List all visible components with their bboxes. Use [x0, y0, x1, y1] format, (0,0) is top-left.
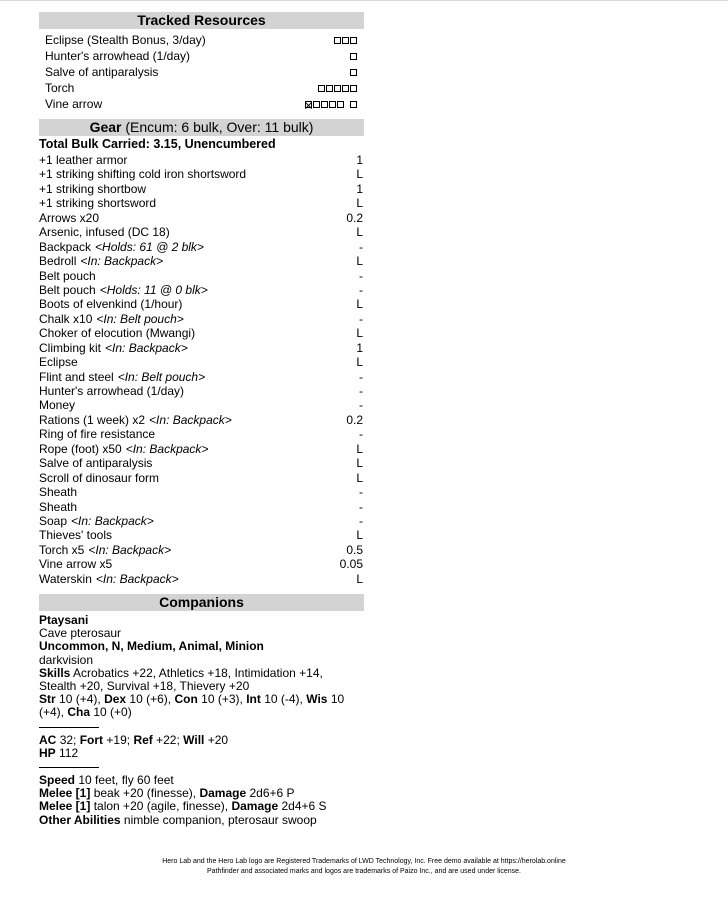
- use-checkboxes: [350, 53, 357, 60]
- gear-item-row: [39, 196, 364, 210]
- gear-item-label: [39, 572, 179, 586]
- gear-item-name: Torch x5: [39, 542, 85, 557]
- gear-item-row: [39, 471, 364, 485]
- gear-item-row: [39, 355, 364, 369]
- gear-list: [39, 153, 364, 586]
- gear-item-row: [39, 326, 364, 340]
- resource-name: Salve of antiparalysis: [45, 65, 159, 79]
- gear-item-name: +1 striking shifting cold iron shortsword: [39, 167, 247, 182]
- companions-title: Companions: [159, 594, 244, 610]
- gear-item-name: Rations (1 week) x2: [39, 412, 146, 427]
- gear-item-location: <Holds: 11 @ 0 blk>: [99, 282, 208, 297]
- gear-item-name: Hunter's arrowhead (1/day): [39, 384, 185, 398]
- gear-item-row: [39, 528, 364, 542]
- gear-item-label: [39, 297, 182, 311]
- checkbox-icon[interactable]: [337, 101, 344, 108]
- resource-name: Eclipse (Stealth Bonus, 3/day): [45, 33, 206, 47]
- gear-item-label: [39, 312, 184, 326]
- gear-item-row: [39, 427, 364, 441]
- gear-item-bulk: 1: [356, 153, 363, 167]
- companion-traits: Uncommon, N, Medium, Animal, Minion: [39, 639, 264, 654]
- checkbox-icon[interactable]: [350, 101, 357, 108]
- gear-item-name: Climbing kit: [39, 340, 102, 355]
- gear-item-bulk: -: [359, 268, 363, 283]
- gear-item-location: <In: Backpack>: [95, 571, 179, 586]
- tracked-resources-section: [39, 12, 364, 112]
- gear-item-location: <In: Backpack>: [71, 513, 154, 528]
- companion-abilities: Str 10 (+4), Dex 10 (+6), Con 10 (+3), Int 10 (-4), Wis 10: [39, 692, 345, 707]
- gear-item-name: Vine arrow x5: [39, 557, 113, 572]
- gear-item-row: [39, 572, 364, 586]
- gear-item-location: <In: Backpack>: [80, 254, 164, 269]
- gear-item-label: [39, 225, 170, 239]
- gear-item-row: [39, 514, 364, 528]
- gear-item-row: [39, 341, 364, 355]
- gear-item-name: Belt pouch: [39, 268, 96, 283]
- resource-name: Vine arrow: [45, 97, 103, 111]
- companions-header: [39, 594, 364, 611]
- gear-item-bulk: 0.2: [346, 210, 363, 225]
- use-checkboxes: [305, 101, 357, 108]
- companion-senses: darkvision: [39, 652, 94, 667]
- use-checkboxes: [350, 69, 357, 76]
- gear-item-name: Salve of antiparalysis: [39, 456, 153, 471]
- gear-item-row: [39, 225, 364, 239]
- gear-item-name: Belt pouch: [39, 282, 96, 297]
- checkbox-icon[interactable]: [350, 85, 357, 92]
- gear-item-bulk: -: [359, 485, 363, 500]
- gear-item-label: [39, 341, 188, 355]
- gear-item-name: +1 striking shortbow: [39, 181, 147, 196]
- checkbox-icon[interactable]: [313, 101, 320, 108]
- divider: [39, 727, 99, 728]
- gear-section: [39, 119, 364, 586]
- gear-item-label: [39, 196, 156, 210]
- gear-item-name: Flint and steel: [39, 369, 114, 384]
- gear-item-bulk: -: [359, 384, 363, 398]
- gear-item-row: [39, 182, 364, 196]
- gear-item-label: [39, 254, 163, 268]
- gear-item-label: [39, 269, 96, 283]
- gear-item-row: [39, 398, 364, 412]
- gear-item-label: [39, 167, 246, 181]
- gear-item-row: [39, 283, 364, 297]
- gear-item-bulk: L: [356, 441, 363, 456]
- gear-item-bulk: L: [356, 355, 363, 370]
- gear-item-name: Sheath: [39, 499, 78, 514]
- gear-item-bulk: 0.05: [339, 557, 363, 572]
- gear-item-row: [39, 413, 364, 427]
- checkbox-icon[interactable]: [342, 37, 349, 44]
- gear-item-label: [39, 500, 77, 514]
- gear-item-bulk: -: [359, 513, 363, 528]
- gear-item-bulk: L: [356, 297, 363, 312]
- divider: [39, 767, 99, 768]
- gear-item-row: [39, 153, 364, 167]
- gear-item-name: Thieves' tools: [39, 528, 112, 543]
- gear-item-name: Bedroll: [39, 254, 77, 269]
- checkbox-icon[interactable]: [342, 85, 349, 92]
- tracked-resources-title: Tracked Resources: [137, 12, 266, 28]
- gear-item-name: Backpack: [39, 239, 92, 254]
- gear-item-name: Arsenic, infused (DC 18): [39, 225, 170, 240]
- resource-name: Torch: [45, 81, 75, 95]
- gear-title: Gear: [89, 119, 122, 135]
- gear-item-location: <In: Backpack>: [105, 340, 188, 355]
- checkbox-icon[interactable]: [334, 85, 341, 92]
- companion-skills: Skills Acrobatics +22, Athletics +18, Intimidation +14,: [39, 665, 323, 680]
- gear-item-label: [39, 514, 154, 528]
- resource-row: [39, 96, 364, 112]
- gear-item-bulk: -: [359, 239, 363, 254]
- gear-item-bulk: L: [356, 326, 363, 341]
- footer-trademark-line: Hero Lab and the Hero Lab logo are Registered Trademarks of LWD Technology, Inc. Free demo available at https://herolab.online: [162, 858, 566, 865]
- companion-speed: Speed 10 feet, fly 60 feet: [39, 773, 174, 788]
- gear-item-bulk: 1: [356, 181, 363, 196]
- gear-item-label: [39, 370, 205, 384]
- gear-item-bulk: L: [356, 196, 363, 211]
- gear-item-bulk: L: [356, 528, 363, 543]
- gear-item-row: [39, 543, 364, 557]
- gear-item-label: [39, 485, 77, 499]
- gear-item-label: [39, 471, 159, 485]
- companion-skills-cont: Stealth +20, Survival +18, Thievery +20: [39, 679, 250, 694]
- gear-item-location: <In: Belt pouch>: [96, 311, 184, 326]
- gear-item-label: [39, 528, 112, 542]
- gear-item-label: [39, 326, 195, 340]
- gear-item-row: [39, 485, 364, 499]
- gear-item-label: [39, 456, 152, 470]
- gear-item-location: <In: Belt pouch>: [117, 369, 206, 384]
- gear-item-row: [39, 500, 364, 514]
- gear-item-bulk: 0.5: [346, 542, 363, 557]
- gear-item-label: [39, 398, 75, 412]
- gear-item-name: Choker of elocution (Mwangi): [39, 326, 196, 341]
- companion-abilities-cont: (+4), Cha 10 (+0): [39, 705, 132, 720]
- companion-defenses: AC 32; Fort +19; Ref +22; Will +20: [39, 732, 229, 747]
- gear-item-name: Eclipse: [39, 355, 78, 370]
- gear-item-name: Money: [39, 398, 76, 413]
- gear-item-label: [39, 153, 127, 167]
- gear-item-bulk: L: [356, 167, 363, 182]
- gear-item-name: Arrows x20: [39, 210, 100, 225]
- gear-item-bulk: -: [359, 282, 363, 297]
- gear-item-name: Waterskin: [39, 571, 92, 586]
- gear-item-bulk: L: [356, 225, 363, 240]
- resource-row: [39, 48, 364, 64]
- gear-item-label: [39, 240, 204, 254]
- gear-item-label: [39, 355, 78, 369]
- gear-item-bulk: -: [359, 311, 363, 326]
- gear-item-row: [39, 167, 364, 181]
- footer-license-line: Pathfinder and associated marks and logos are trademarks of Paizo Inc., and are used under license.: [206, 868, 521, 875]
- gear-item-name: Soap: [39, 513, 68, 528]
- gear-item-name: Rope (foot) x50: [39, 441, 122, 456]
- checkbox-icon[interactable]: [350, 53, 357, 60]
- total-bulk: Total Bulk Carried: 3.15, Unencumbered: [39, 137, 276, 151]
- resource-row: [39, 64, 364, 80]
- use-checkboxes: [334, 37, 357, 44]
- gear-item-row: [39, 211, 364, 225]
- checkbox-icon[interactable]: [318, 85, 325, 92]
- gear-item-row: [39, 269, 364, 283]
- companion-melee-beak: Melee [1] beak +20 (finesse), Damage 2d6+6 P: [39, 786, 295, 801]
- gear-item-name: Ring of fire resistance: [39, 427, 156, 442]
- companion-other-abilities: Other Abilities nimble companion, pterosaur swoop: [39, 812, 317, 827]
- gear-item-bulk: L: [356, 456, 363, 471]
- companion-stat-block: [39, 614, 369, 827]
- companion-melee-talon: Melee [1] talon +20 (agile, finesse), Damage 2d4+6 S: [39, 799, 327, 814]
- gear-item-bulk: L: [356, 470, 363, 485]
- checkbox-icon[interactable]: [334, 37, 341, 44]
- gear-item-row: [39, 456, 364, 470]
- companions-section: [39, 594, 364, 827]
- checkbox-icon[interactable]: [326, 85, 333, 92]
- gear-item-bulk: -: [359, 398, 363, 413]
- checkbox-icon[interactable]: [350, 69, 357, 76]
- gear-item-location: <Holds: 61 @ 2 blk>: [95, 239, 204, 254]
- gear-item-label: [39, 211, 99, 225]
- footer: [0, 857, 728, 877]
- gear-item-location: <In: Backpack>: [125, 441, 209, 456]
- resource-row: [39, 32, 364, 48]
- gear-item-label: [39, 557, 112, 571]
- gear-item-bulk: L: [356, 571, 363, 586]
- checkbox-icon[interactable]: [350, 37, 357, 44]
- checkbox-icon[interactable]: [321, 101, 328, 108]
- gear-item-row: [39, 297, 364, 311]
- gear-item-bulk: -: [359, 369, 363, 384]
- gear-item-row: [39, 384, 364, 398]
- gear-item-location: <In: Backpack>: [88, 542, 172, 557]
- gear-item-name: Sheath: [39, 485, 78, 500]
- resource-name: Hunter's arrowhead (1/day): [45, 49, 191, 63]
- gear-item-label: [39, 413, 232, 427]
- companion-type: Cave pterosaur: [39, 626, 122, 641]
- gear-item-name: +1 leather armor: [39, 153, 128, 167]
- gear-item-label: [39, 427, 155, 441]
- gear-item-row: [39, 370, 364, 384]
- checked-checkbox-icon[interactable]: [305, 101, 312, 108]
- gear-item-row: [39, 240, 364, 254]
- gear-item-bulk: 0.2: [346, 412, 363, 427]
- gear-item-label: [39, 442, 208, 456]
- companion-name: Ptaysani: [39, 613, 89, 627]
- checkbox-icon[interactable]: [329, 101, 336, 108]
- tracked-resources-header: [39, 12, 364, 29]
- gear-item-bulk: L: [356, 254, 363, 269]
- gear-item-row: [39, 254, 364, 268]
- gear-header: [39, 119, 364, 136]
- gear-item-bulk: -: [359, 427, 363, 442]
- gear-item-label: [39, 543, 171, 557]
- gear-item-bulk: 1: [356, 340, 363, 355]
- gear-item-location: <In: Backpack>: [149, 412, 232, 427]
- gear-encumbrance: (Encum: 6 bulk, Over: 11 bulk): [125, 119, 314, 135]
- gear-item-name: Boots of elvenkind (1/hour): [39, 297, 183, 312]
- companion-hp: HP 112: [39, 745, 79, 760]
- gear-item-label: [39, 384, 184, 398]
- gear-item-row: [39, 557, 364, 571]
- gear-item-name: Chalk x10: [39, 311, 93, 326]
- gear-item-bulk: -: [359, 499, 363, 514]
- gear-item-label: [39, 283, 208, 297]
- page-top-border: [0, 0, 728, 1]
- use-checkboxes: [318, 85, 357, 92]
- resource-row: [39, 80, 364, 96]
- gear-item-row: [39, 312, 364, 326]
- gear-item-label: [39, 182, 146, 196]
- gear-item-name: Scroll of dinosaur form: [39, 470, 160, 485]
- gear-item-row: [39, 442, 364, 456]
- gear-item-name: +1 striking shortsword: [39, 196, 157, 211]
